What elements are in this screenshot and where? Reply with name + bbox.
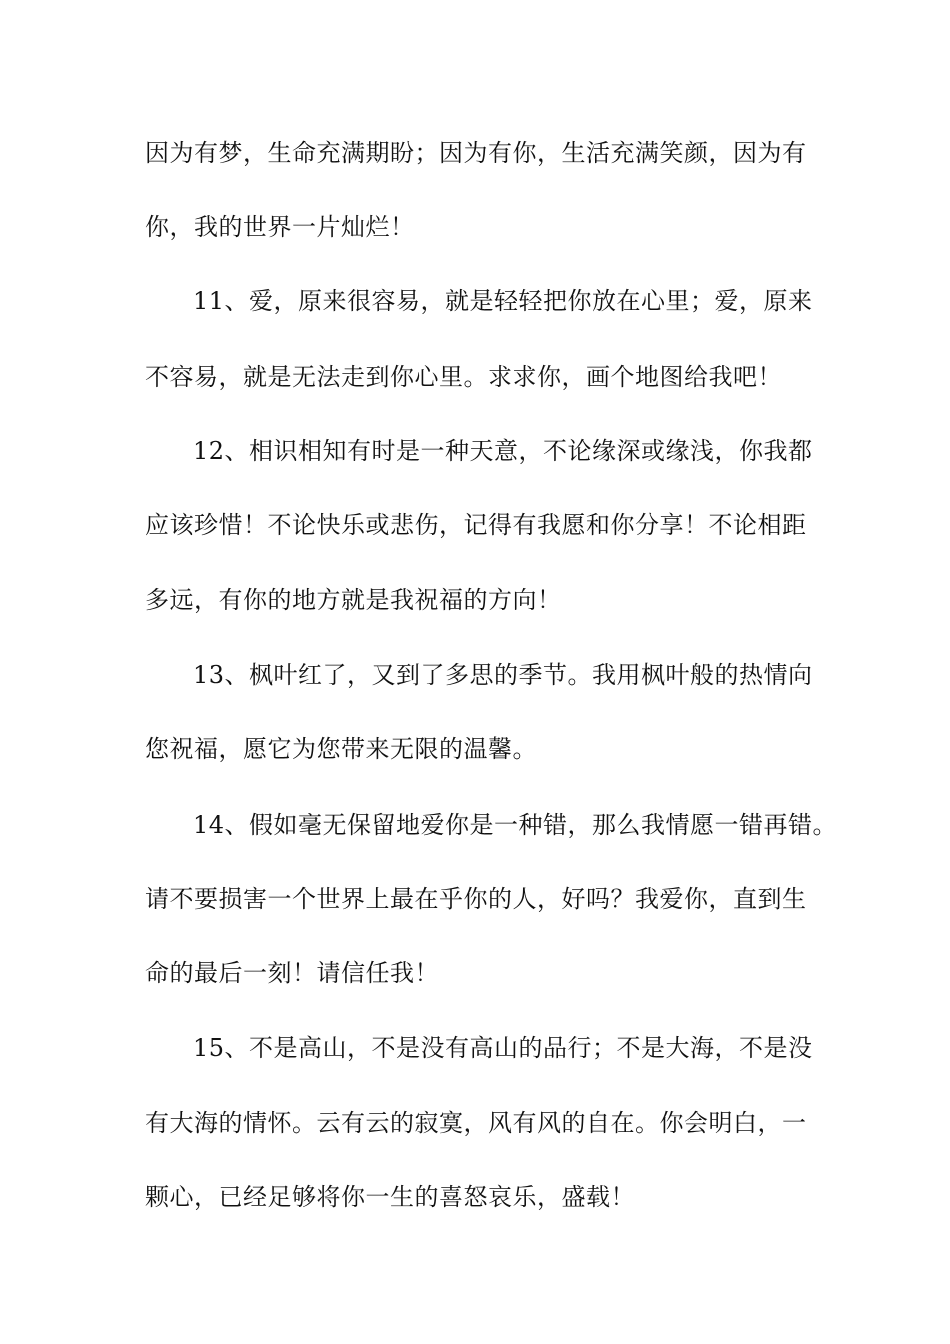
text-line: 多远，有你的地方就是我祝福的方向！ xyxy=(145,586,562,614)
text-line: 有大海的情怀。云有云的寂寞，风有风的自在。你会明白，一 xyxy=(145,1109,807,1137)
text-line: 您祝福，愿它为您带来无限的温馨。 xyxy=(145,735,537,763)
paragraph-12-line: 12、相识相知有时是一种天意，不论缘深或缘浅，你我都 xyxy=(193,437,813,465)
paragraph-11-line: 11、爱，原来很容易，就是轻轻把你放在心里；爱，原来 xyxy=(193,287,813,315)
paragraph-14-line: 14、假如毫无保留地爱你是一种错，那么我情愿一错再错。 xyxy=(193,811,838,839)
text-line: 因为有梦，生命充满期盼；因为有你，生活充满笑颜，因为有 xyxy=(145,139,807,167)
text-line: 不容易，就是无法走到你心里。求求你，画个地图给我吧！ xyxy=(145,363,782,391)
text-line: 请不要损害一个世界上最在乎你的人，好吗？我爱你，直到生 xyxy=(145,885,807,913)
text-line: 颗心，已经足够将你一生的喜怒哀乐，盛载！ xyxy=(145,1183,635,1211)
paragraph-13-line: 13、枫叶红了，又到了多思的季节。我用枫叶般的热情向 xyxy=(193,661,813,689)
text-line: 应该珍惜！不论快乐或悲伤，记得有我愿和你分享！不论相距 xyxy=(145,511,807,539)
text-line: 命的最后一刻！请信任我！ xyxy=(145,959,439,987)
text-line: 你，我的世界一片灿烂！ xyxy=(145,213,415,241)
paragraph-15-line: 15、不是高山，不是没有高山的品行；不是大海，不是没 xyxy=(193,1034,813,1062)
